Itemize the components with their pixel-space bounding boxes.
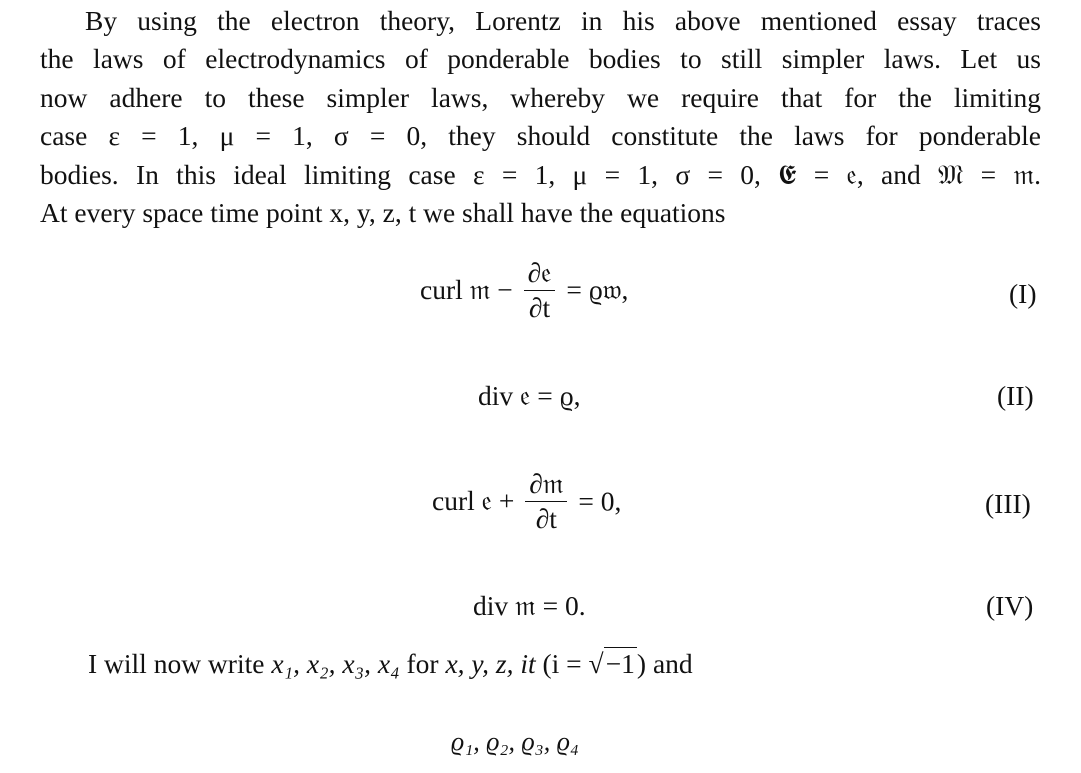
- para2-coords: x, y, z, it: [445, 648, 536, 679]
- para2-middle: for: [399, 648, 446, 679]
- equation-1-right: = ϱ𝔴,: [566, 274, 629, 305]
- paragraph-line-5: bodies. In this ideal limiting case ε = 1, μ = 1, σ = 0, 𝕰 = 𝔢, and 𝔐 = 𝔪.: [40, 158, 1041, 190]
- paragraph-line-3: now adhere to these simpler laws, whereby we require that for the limiting: [40, 81, 1041, 113]
- equation-1-fraction: [524, 258, 556, 323]
- rho-list: ϱ₁, ϱ₂, ϱ₃, ϱ₄: [451, 727, 579, 756]
- equation-1-left: curl 𝔪 −: [420, 274, 513, 305]
- equation-2-number: (II): [997, 380, 1034, 411]
- intro-paragraph: [40, 2, 1041, 232]
- equation-3-denominator: ∂t: [535, 503, 557, 534]
- equation-3-numerator: ∂𝔪: [525, 469, 567, 502]
- equation-3: [432, 469, 621, 534]
- para2-paren-open: (i = √: [535, 648, 604, 679]
- paragraph-line-4: case ε = 1, μ = 1, σ = 0, they should constitute the laws for ponderable: [40, 120, 1041, 152]
- equation-3-left: curl 𝔢 +: [432, 485, 515, 516]
- equation-4-number: (IV): [986, 590, 1034, 621]
- equation-1-number: (I): [1009, 278, 1037, 309]
- para2-radicand: −1: [605, 648, 635, 679]
- paragraph-line-1: By using the electron theory, Lorentz in his above mentioned essay traces: [85, 5, 1041, 36]
- equation-1: [420, 258, 628, 323]
- para2-paren-close: ) and: [636, 648, 693, 679]
- equation-4: div 𝔪 = 0.: [473, 590, 586, 621]
- equation-3-number: (III): [985, 488, 1031, 519]
- equation-3-right: = 0,: [578, 485, 622, 517]
- para2-prefix: I will now write: [88, 648, 272, 679]
- equation-3-fraction: [525, 469, 567, 534]
- second-paragraph: [88, 648, 693, 680]
- equation-1-denominator: ∂t: [528, 292, 551, 323]
- para2-vars: x₁, x₂, x₃, x₄: [271, 648, 400, 679]
- paragraph-line-2: the laws of electrodynamics of ponderable bodies to still simpler laws. Let us: [40, 43, 1041, 75]
- equation-2: div 𝔢 = ϱ,: [478, 380, 581, 411]
- equation-1-numerator: ∂𝔢: [524, 258, 556, 291]
- paragraph-line-6: At every space time point x, y, z, t we shall have the equations: [40, 197, 726, 229]
